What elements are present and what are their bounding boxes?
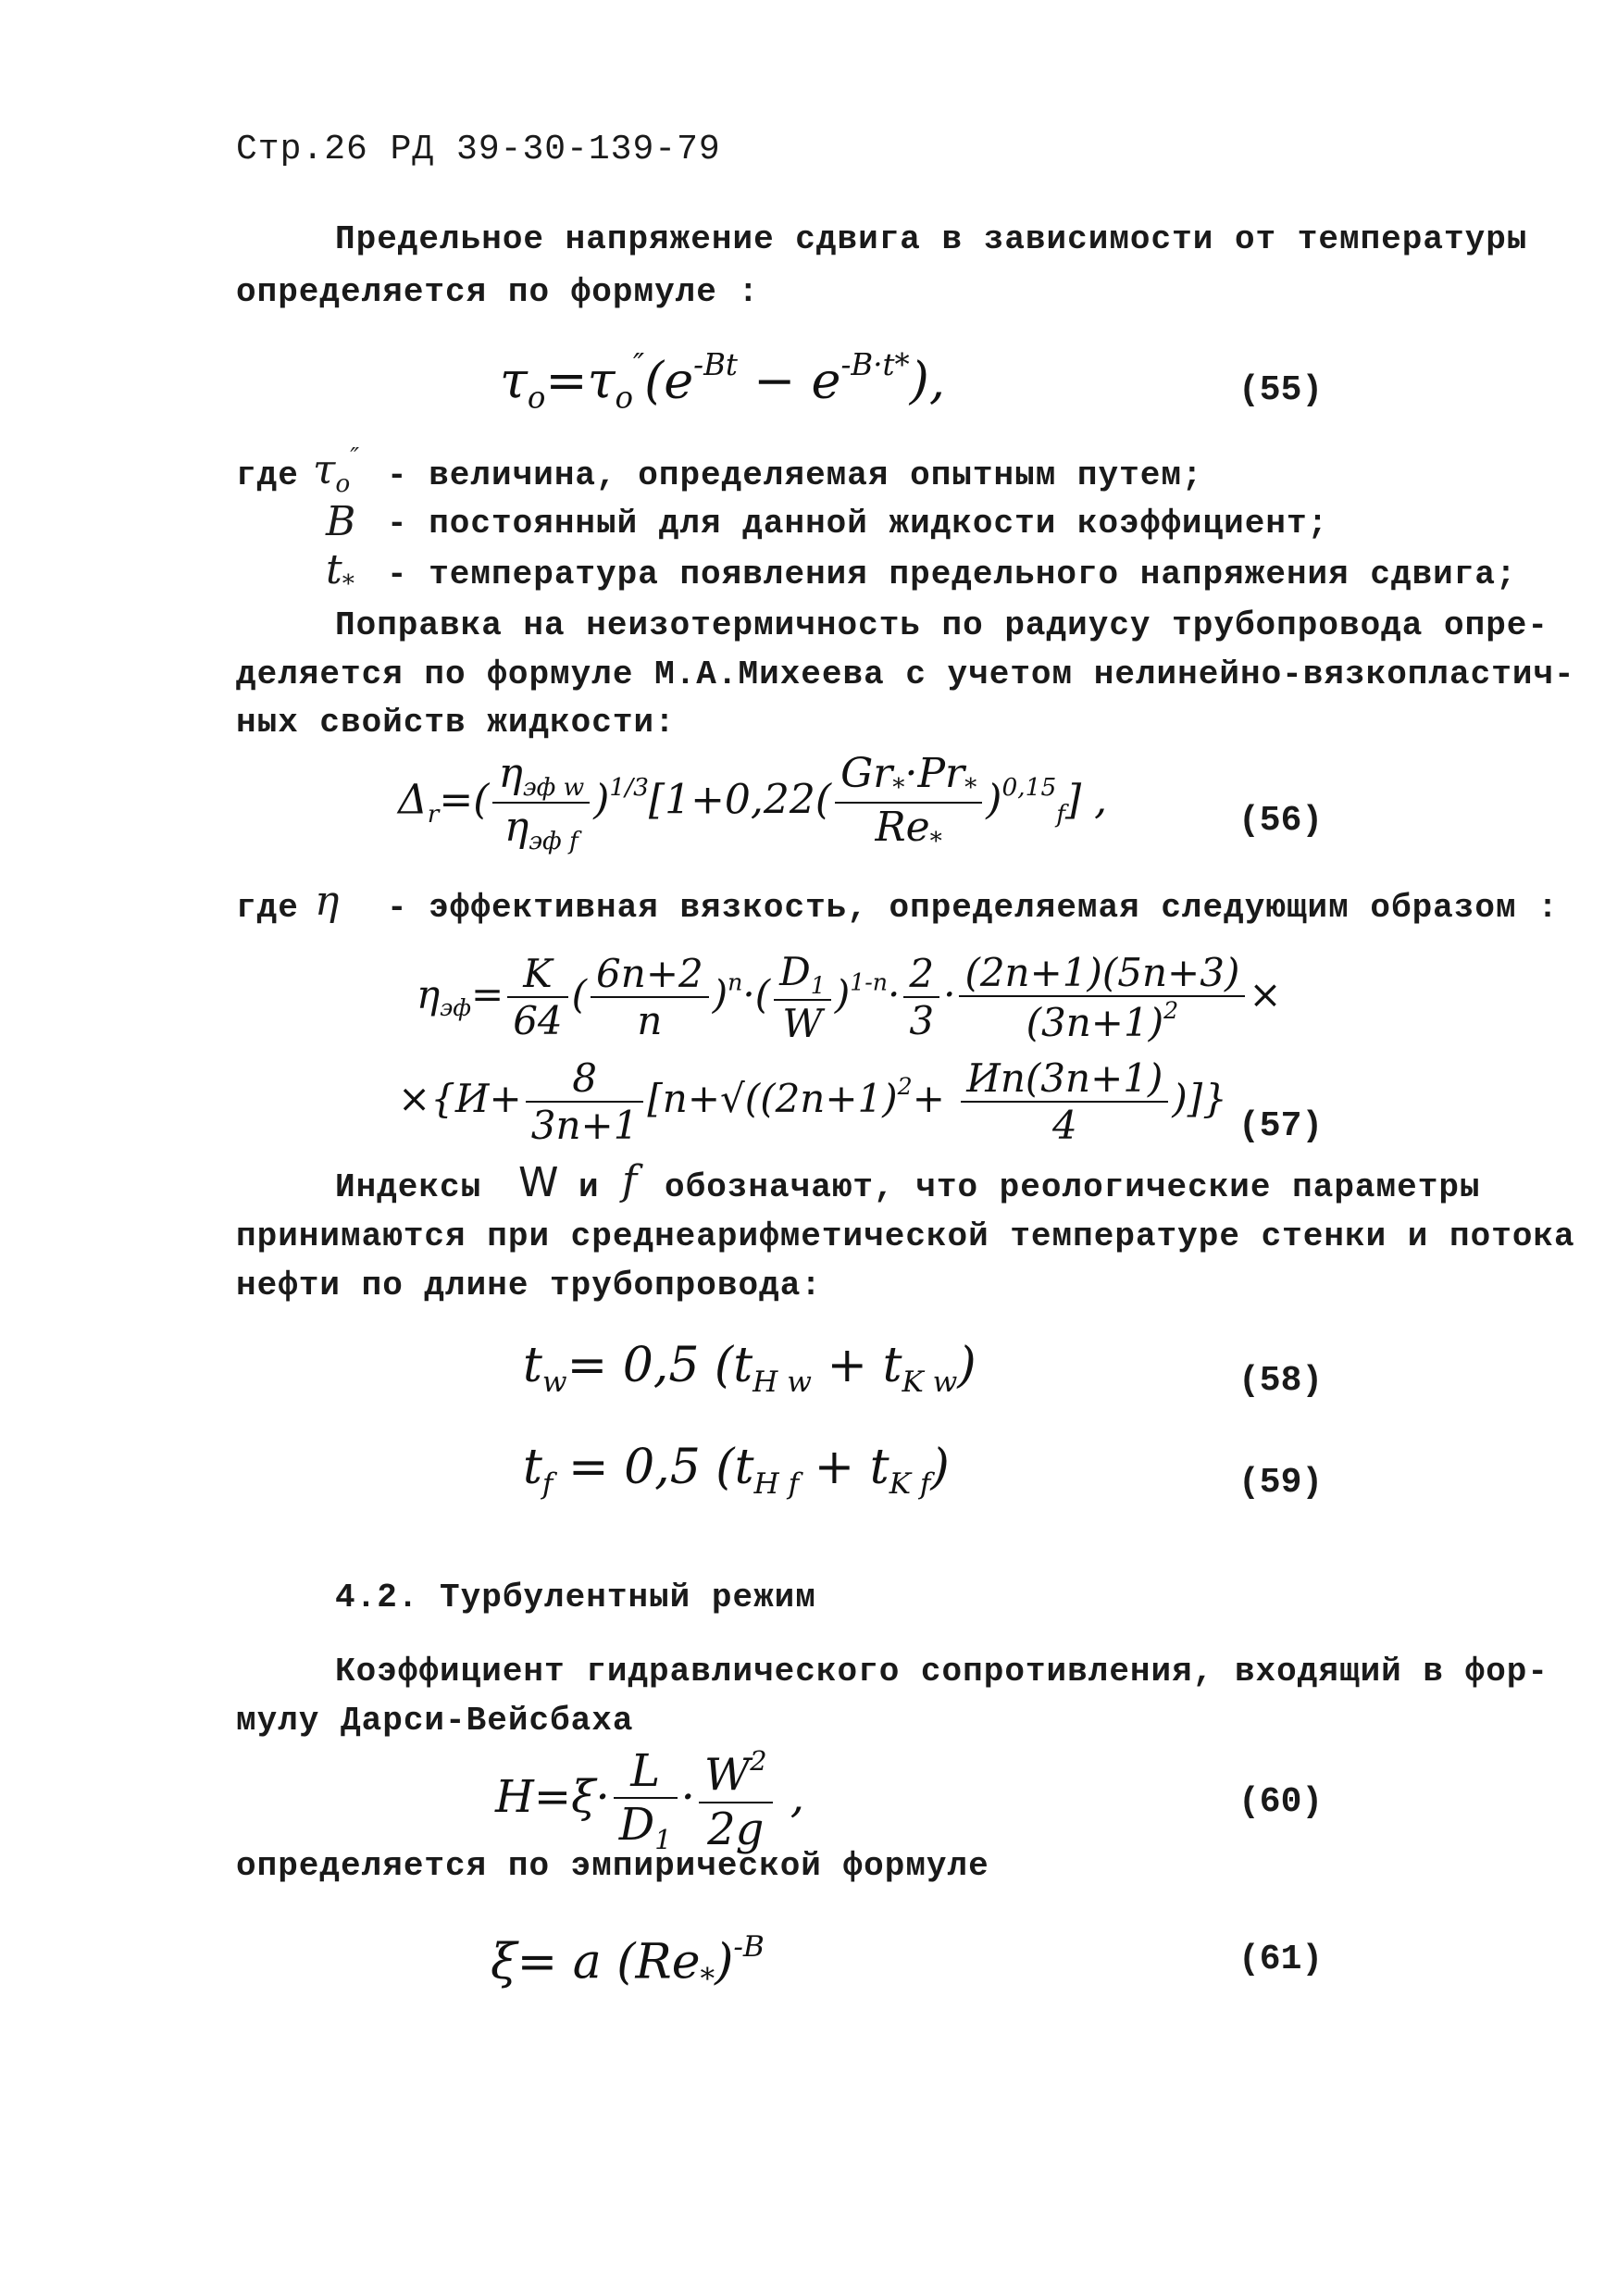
paragraph-line: определяется по формуле :	[236, 273, 760, 311]
equation-number-56: (56)	[1238, 801, 1324, 841]
paragraph-text: Индексы	[335, 1168, 482, 1206]
formula-58: $t_w= 0,5$ $(t_{H w} + t_{K w})$	[523, 1338, 976, 1399]
symbol-tau0: $\tau_o''$	[313, 443, 360, 499]
symbol-b: B	[326, 498, 356, 545]
equation-number-57: (57)	[1238, 1106, 1324, 1146]
paragraph-text: и	[578, 1168, 600, 1206]
where-label: где	[236, 456, 299, 494]
definition-line: - постоянный для данной жидкости коэффициент;	[387, 505, 1329, 543]
symbol-f: f	[622, 1157, 638, 1204]
formula-61: ξ= a $(Re_*)^{-B}$	[491, 1930, 765, 1996]
formula-57-line1: $\eta_{эф}=$ $\frac{K}{64}$ ( $\frac{6n+2}{n}$ )$^n$·( $\frac{D_1}{W}$ )$^{1-n}$· $\frac{2}{3}$ · $\frac{(2n+1)(5n+3)}{(3n+1)^2}$ ×	[417, 949, 1282, 1046]
paragraph-line: ных свойств жидкости:	[236, 704, 676, 742]
paragraph-text: обозначают, что реологические параметры	[665, 1168, 1481, 1206]
paragraph-line: деляется по формуле М.А.Михеева с учетом нелинейно-вязкопластич-	[236, 655, 1575, 693]
formula-60: H=ξ· $\frac{L}{D_1}$ · $\frac{W^2}{2g}$ ,	[495, 1745, 805, 1856]
equation-number-59: (59)	[1238, 1463, 1324, 1503]
formula-56: $\Delta_r=$( $\frac{\eta_{эф w}}{\eta_{эф f}}$ )$^{1/3}$[1+0,22( $\frac{Gr_*\cdot Pr_*}{Re_*}$ )$^{0,15}_f$] ,	[398, 750, 1108, 856]
definition-line: - величина, определяемая опытным путем;	[387, 456, 1203, 494]
definition-line: - температура появления предельного напряжения сдвига;	[387, 555, 1517, 593]
equation-number-61: (61)	[1238, 1940, 1324, 1979]
paragraph-line: определяется по эмпирической формуле	[236, 1847, 989, 1885]
equation-number-55: (55)	[1238, 370, 1324, 410]
symbol-w: W	[518, 1159, 559, 1206]
paragraph-line: Предельное напряжение сдвига в зависимости от температуры	[335, 220, 1528, 258]
paragraph-line: принимаются при среднеарифметической температуре стенки и потока	[236, 1217, 1575, 1255]
paragraph-line: Поправка на неизотермичность по радиусу трубопровода опре-	[335, 606, 1549, 644]
equation-number-60: (60)	[1238, 1782, 1324, 1822]
symbol-t-star: $t_*$	[326, 546, 354, 599]
formula-57-line2: ×{И+ $\frac{8}{3n+1}$ [$n+√((2n+1)^2+$ $\frac{Иn(3n+1)}{4}$ )]}	[398, 1055, 1227, 1148]
definition-line: - эффективная вязкость, определяемая следующим образом :	[387, 889, 1559, 927]
paragraph-line: мулу Дарси-Вейсбаха	[236, 1702, 634, 1740]
where-label: где	[236, 889, 299, 927]
paragraph-line: Коэффициент гидравлического сопротивления, входящий в фор-	[335, 1653, 1549, 1691]
section-heading: 4.2. Турбулентный режим	[335, 1578, 816, 1616]
formula-55: $\tau_o=\tau_o''(e^{-Bt} - e^{-B\cdot t*})$,	[500, 347, 945, 416]
formula-59: $t_f = 0,5$ $(t_{H f} + t_{K f})$	[523, 1440, 950, 1501]
page-header: Стр.26 РД 39-30-139-79	[236, 130, 721, 169]
paragraph-line: нефти по длине трубопровода:	[236, 1267, 822, 1304]
equation-number-58: (58)	[1238, 1361, 1324, 1401]
symbol-eta: η	[315, 878, 340, 925]
